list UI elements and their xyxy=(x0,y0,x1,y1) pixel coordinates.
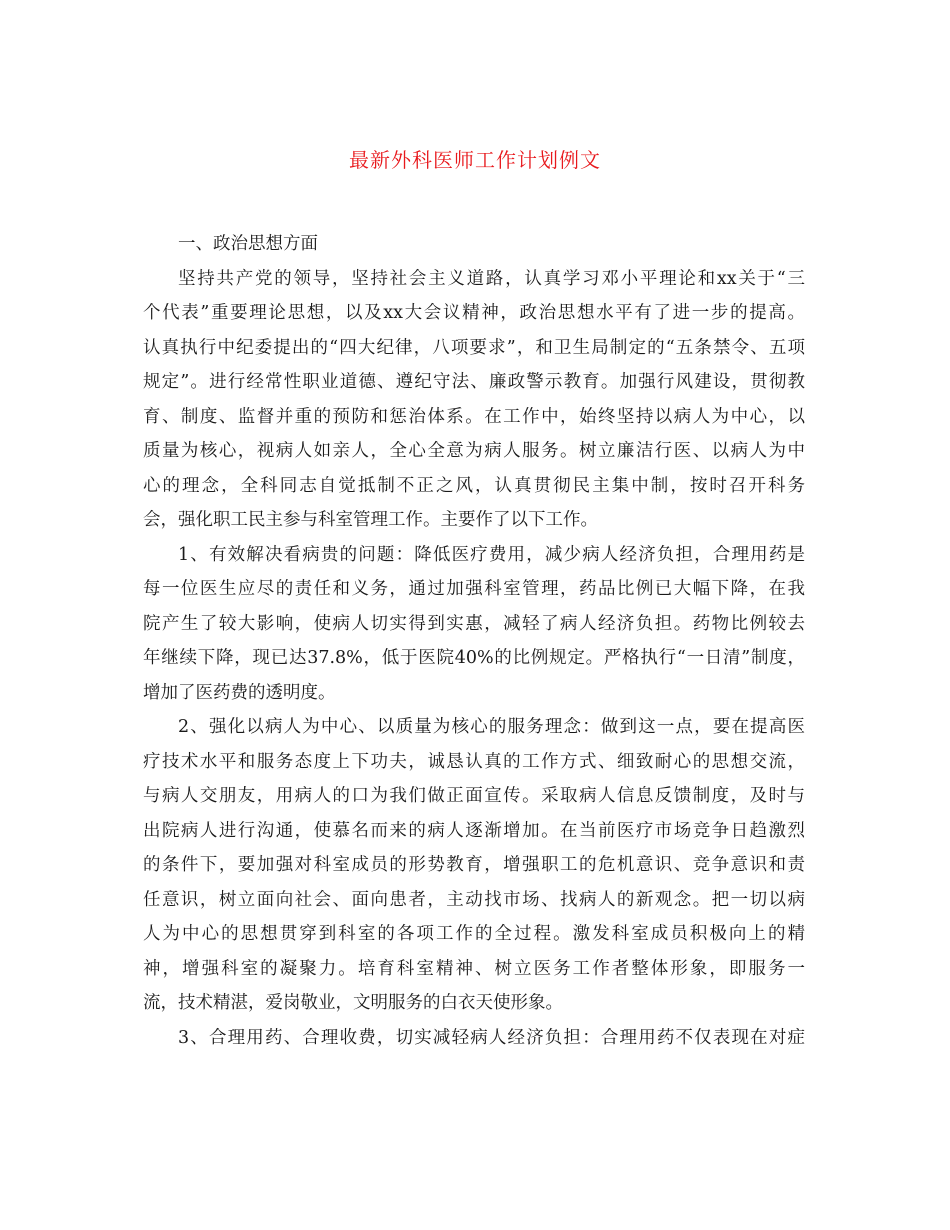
paragraph-line: 心的理念，全科同志自觉抵制不正之风，认真贯彻民主集中制，按时召开科务 xyxy=(143,475,805,496)
paragraph-line: 每一位医生应尽的责任和义务，通过加强科室管理，药品比例已大幅下降，在我 xyxy=(143,579,805,599)
paragraph-line: 个代表”重要理论思想，以及xx大会议精神，政治思想水平有了进一步的提高。 xyxy=(143,303,805,323)
paragraph-line: 疗技术水平和服务态度上下功夫，诚恳认真的工作方式、细致耐心的思想交流， xyxy=(143,751,805,772)
paragraph-line: 规定”。进行经常性职业道德、遵纪守法、廉政警示教育。加强行风建设，贯彻教 xyxy=(143,372,805,392)
paragraph-line: 任意识，树立面向社会、面向患者，主动找市场、找病人的新观念。把一切以病 xyxy=(143,889,805,910)
paragraph-line: 神，增强科室的凝聚力。培育科室精神、树立医务工作者整体形象，即服务一 xyxy=(143,958,805,979)
paragraph-line: 人为中心的思想贯穿到科室的各项工作的全过程。激发科室成员积极向上的精 xyxy=(143,924,805,944)
paragraph-line: 流，技术精湛，爱岗敬业，文明服务的白衣天使形象。 xyxy=(143,993,563,1013)
paragraph-2 xyxy=(143,538,805,711)
paragraph-1 xyxy=(143,262,805,538)
paragraph-line: 认真执行中纪委提出的“四大纪律，八项要求”，和卫生局制定的“五条禁令、五项 xyxy=(143,337,805,358)
paragraph-3 xyxy=(143,710,805,1021)
paragraph-line: 3、合理用药、合理收费，切实减轻病人经济负担：合理用药不仅表现在对症 xyxy=(178,1027,805,1048)
paragraph-line: 育、制度、监督并重的预防和惩治体系。在工作中，始终坚持以病人为中心，以 xyxy=(143,406,805,427)
paragraph-line: 1、有效解决看病贵的问题：降低医疗费用，减少病人经济负担，合理用药是 xyxy=(178,544,805,565)
paragraph-line: 增加了医药费的透明度。 xyxy=(143,682,336,703)
section-heading: 一、政治思想方面 xyxy=(178,234,318,254)
document-body xyxy=(143,227,805,1055)
paragraph-line: 坚持共产党的领导，坚持社会主义道路，认真学习邓小平理论和xx关于“三 xyxy=(178,268,805,289)
paragraph-line: 院产生了较大影响，使病人切实得到实惠，减轻了病人经济负担。药物比例较去 xyxy=(143,613,805,634)
paragraph-line: 的条件下，要加强对科室成员的形势教育，增强职工的危机意识、竞争意识和责 xyxy=(143,855,805,875)
document-title: 最新外科医师工作计划例文 xyxy=(349,148,601,172)
paragraph-4 xyxy=(143,1021,805,1056)
paragraph-line: 年继续下降，现已达37.8%，低于医院40%的比例规定。严格执行“一日清”制度， xyxy=(143,648,805,668)
paragraph-line: 会，强化职工民主参与科室管理工作。主要作了以下工作。 xyxy=(143,510,598,530)
paragraph-line: 质量为核心，视病人如亲人，全心全意为病人服务。树立廉洁行医、以病人为中 xyxy=(143,441,805,461)
paragraph-line: 与病人交朋友，用病人的口为我们做正面宣传。采取病人信息反馈制度，及时与 xyxy=(143,786,805,806)
paragraph-line: 出院病人进行沟通，使慕名而来的病人逐渐增加。在当前医疗市场竞争日趋激烈 xyxy=(143,820,805,841)
paragraph-line: 2、强化以病人为中心、以质量为核心的服务理念：做到这一点，要在提高医 xyxy=(178,717,805,737)
